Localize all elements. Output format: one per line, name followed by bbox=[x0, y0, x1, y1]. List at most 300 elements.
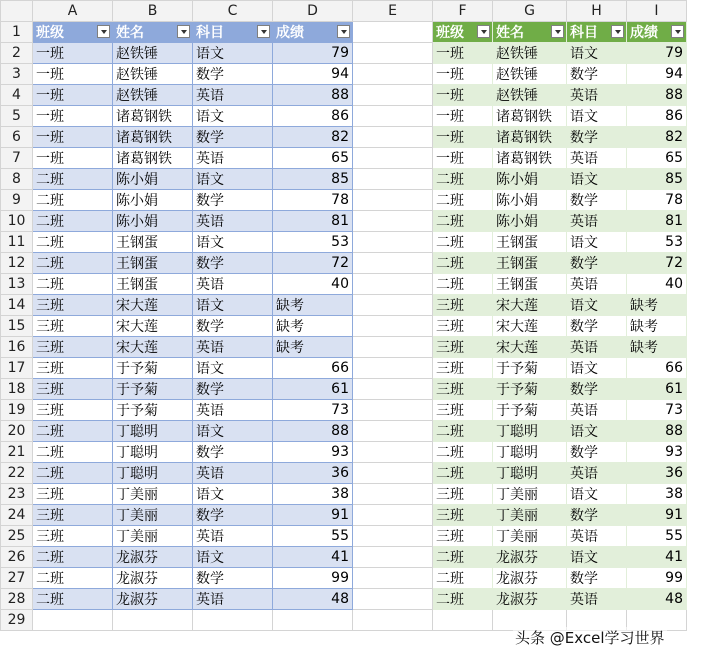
empty-cell[interactable] bbox=[353, 148, 433, 169]
left-table-cell[interactable] bbox=[193, 127, 273, 148]
left-table-cell[interactable] bbox=[33, 169, 113, 190]
right-table-cell[interactable] bbox=[433, 253, 493, 274]
left-table-cell[interactable] bbox=[193, 526, 273, 547]
column-header-D[interactable]: D bbox=[273, 1, 353, 22]
row-header-10[interactable]: 10 bbox=[1, 211, 33, 232]
filter-dropdown-icon[interactable] bbox=[671, 25, 684, 38]
left-table-cell[interactable] bbox=[33, 190, 113, 211]
left-table-cell[interactable] bbox=[113, 505, 193, 526]
left-table-cell[interactable] bbox=[273, 379, 353, 400]
empty-cell[interactable] bbox=[353, 211, 433, 232]
left-table-cell[interactable] bbox=[33, 337, 113, 358]
empty-cell[interactable] bbox=[193, 610, 273, 631]
right-table-cell[interactable] bbox=[627, 148, 687, 169]
left-table-cell[interactable] bbox=[33, 442, 113, 463]
left-table-cell[interactable] bbox=[273, 484, 353, 505]
right-table-cell[interactable] bbox=[433, 379, 493, 400]
left-table-cell[interactable] bbox=[113, 568, 193, 589]
right-table-cell[interactable] bbox=[567, 421, 627, 442]
right-table-cell[interactable] bbox=[567, 253, 627, 274]
right-table-cell[interactable] bbox=[627, 190, 687, 211]
left-table-cell[interactable] bbox=[33, 85, 113, 106]
left-table-cell[interactable] bbox=[33, 316, 113, 337]
empty-cell[interactable] bbox=[353, 484, 433, 505]
right-table-cell[interactable] bbox=[567, 526, 627, 547]
right-table-cell[interactable] bbox=[567, 232, 627, 253]
left-table-cell[interactable] bbox=[113, 127, 193, 148]
right-table-header-cell[interactable] bbox=[627, 22, 687, 43]
left-table-cell[interactable] bbox=[33, 43, 113, 64]
left-table-cell[interactable] bbox=[113, 148, 193, 169]
left-table-cell[interactable] bbox=[113, 211, 193, 232]
row-header-24[interactable]: 24 bbox=[1, 505, 33, 526]
empty-cell[interactable] bbox=[353, 64, 433, 85]
left-table-header-cell[interactable] bbox=[33, 22, 113, 43]
right-table-cell[interactable] bbox=[627, 589, 687, 610]
filter-dropdown-icon[interactable] bbox=[97, 25, 110, 38]
left-table-cell[interactable] bbox=[273, 463, 353, 484]
right-table-cell[interactable] bbox=[433, 148, 493, 169]
empty-cell[interactable] bbox=[353, 568, 433, 589]
right-table-cell[interactable] bbox=[567, 211, 627, 232]
empty-cell[interactable] bbox=[353, 316, 433, 337]
right-table-cell[interactable] bbox=[433, 127, 493, 148]
left-table-cell[interactable] bbox=[33, 484, 113, 505]
left-table-cell[interactable] bbox=[193, 358, 273, 379]
right-table-cell[interactable] bbox=[567, 547, 627, 568]
right-table-cell[interactable] bbox=[493, 505, 567, 526]
row-header-6[interactable]: 6 bbox=[1, 127, 33, 148]
row-header-20[interactable]: 20 bbox=[1, 421, 33, 442]
left-table-cell[interactable] bbox=[193, 337, 273, 358]
right-table-cell[interactable] bbox=[567, 400, 627, 421]
row-header-29[interactable]: 29 bbox=[1, 610, 33, 631]
empty-cell[interactable] bbox=[353, 43, 433, 64]
right-table-cell[interactable] bbox=[567, 337, 627, 358]
empty-cell[interactable] bbox=[353, 22, 433, 43]
right-table-cell[interactable] bbox=[627, 295, 687, 316]
filter-dropdown-icon[interactable] bbox=[551, 25, 564, 38]
left-table-cell[interactable] bbox=[113, 316, 193, 337]
right-table-cell[interactable] bbox=[627, 232, 687, 253]
row-header-1[interactable]: 1 bbox=[1, 22, 33, 43]
row-header-15[interactable]: 15 bbox=[1, 316, 33, 337]
right-table-cell[interactable] bbox=[433, 442, 493, 463]
right-table-cell[interactable] bbox=[567, 484, 627, 505]
column-header-H[interactable]: H bbox=[567, 1, 627, 22]
left-table-cell[interactable] bbox=[113, 169, 193, 190]
left-table-cell[interactable] bbox=[273, 526, 353, 547]
right-table-cell[interactable] bbox=[567, 190, 627, 211]
right-table-cell[interactable] bbox=[433, 526, 493, 547]
left-table-cell[interactable] bbox=[33, 274, 113, 295]
left-table-cell[interactable] bbox=[113, 274, 193, 295]
left-table-cell[interactable] bbox=[113, 421, 193, 442]
left-table-cell[interactable] bbox=[113, 295, 193, 316]
right-table-cell[interactable] bbox=[433, 106, 493, 127]
right-table-cell[interactable] bbox=[433, 463, 493, 484]
row-header-18[interactable]: 18 bbox=[1, 379, 33, 400]
right-table-cell[interactable] bbox=[627, 106, 687, 127]
row-header-2[interactable]: 2 bbox=[1, 43, 33, 64]
right-table-cell[interactable] bbox=[433, 358, 493, 379]
right-table-cell[interactable] bbox=[567, 379, 627, 400]
empty-cell[interactable] bbox=[353, 106, 433, 127]
empty-cell[interactable] bbox=[353, 190, 433, 211]
right-table-cell[interactable] bbox=[433, 64, 493, 85]
right-table-cell[interactable] bbox=[627, 127, 687, 148]
left-table-cell[interactable] bbox=[193, 547, 273, 568]
left-table-cell[interactable] bbox=[193, 568, 273, 589]
empty-cell[interactable] bbox=[353, 610, 433, 631]
column-header-A[interactable]: A bbox=[33, 1, 113, 22]
left-table-cell[interactable] bbox=[273, 85, 353, 106]
left-table-cell[interactable] bbox=[33, 106, 113, 127]
right-table-cell[interactable] bbox=[433, 190, 493, 211]
left-table-cell[interactable] bbox=[193, 463, 273, 484]
left-table-cell[interactable] bbox=[273, 232, 353, 253]
column-header-G[interactable]: G bbox=[493, 1, 567, 22]
left-table-cell[interactable] bbox=[193, 106, 273, 127]
right-table-cell[interactable] bbox=[493, 400, 567, 421]
left-table-cell[interactable] bbox=[273, 442, 353, 463]
right-table-cell[interactable] bbox=[433, 547, 493, 568]
row-header-26[interactable]: 26 bbox=[1, 547, 33, 568]
right-table-cell[interactable] bbox=[493, 190, 567, 211]
left-table-cell[interactable] bbox=[33, 295, 113, 316]
row-header-9[interactable]: 9 bbox=[1, 190, 33, 211]
left-table-cell[interactable] bbox=[193, 589, 273, 610]
right-table-cell[interactable] bbox=[567, 568, 627, 589]
right-table-cell[interactable] bbox=[493, 379, 567, 400]
right-table-cell[interactable] bbox=[627, 64, 687, 85]
right-table-cell[interactable] bbox=[433, 295, 493, 316]
left-table-cell[interactable] bbox=[193, 232, 273, 253]
left-table-cell[interactable] bbox=[113, 106, 193, 127]
right-table-cell[interactable] bbox=[567, 505, 627, 526]
left-table-cell[interactable] bbox=[193, 442, 273, 463]
left-table-cell[interactable] bbox=[33, 400, 113, 421]
left-table-header-cell[interactable] bbox=[273, 22, 353, 43]
right-table-header-cell[interactable] bbox=[567, 22, 627, 43]
row-header-7[interactable]: 7 bbox=[1, 148, 33, 169]
right-table-cell[interactable] bbox=[493, 568, 567, 589]
left-table-cell[interactable] bbox=[113, 547, 193, 568]
right-table-cell[interactable] bbox=[567, 85, 627, 106]
left-table-cell[interactable] bbox=[273, 190, 353, 211]
left-table-cell[interactable] bbox=[193, 85, 273, 106]
right-table-cell[interactable] bbox=[493, 337, 567, 358]
left-table-cell[interactable] bbox=[273, 568, 353, 589]
left-table-cell[interactable] bbox=[273, 337, 353, 358]
right-table-cell[interactable] bbox=[433, 337, 493, 358]
right-table-header-cell[interactable] bbox=[433, 22, 493, 43]
left-table-cell[interactable] bbox=[273, 295, 353, 316]
left-table-cell[interactable] bbox=[273, 106, 353, 127]
right-table-cell[interactable] bbox=[627, 547, 687, 568]
row-header-28[interactable]: 28 bbox=[1, 589, 33, 610]
right-table-cell[interactable] bbox=[493, 85, 567, 106]
right-table-cell[interactable] bbox=[567, 295, 627, 316]
left-table-cell[interactable] bbox=[113, 232, 193, 253]
right-table-cell[interactable] bbox=[433, 169, 493, 190]
left-table-cell[interactable] bbox=[273, 274, 353, 295]
right-table-cell[interactable] bbox=[493, 274, 567, 295]
left-table-cell[interactable] bbox=[33, 547, 113, 568]
left-table-cell[interactable] bbox=[273, 211, 353, 232]
left-table-cell[interactable] bbox=[33, 463, 113, 484]
right-table-cell[interactable] bbox=[567, 127, 627, 148]
left-table-cell[interactable] bbox=[33, 127, 113, 148]
right-table-cell[interactable] bbox=[493, 148, 567, 169]
right-table-header-cell[interactable] bbox=[493, 22, 567, 43]
left-table-cell[interactable] bbox=[33, 505, 113, 526]
right-table-cell[interactable] bbox=[433, 316, 493, 337]
right-table-cell[interactable] bbox=[567, 43, 627, 64]
right-table-cell[interactable] bbox=[567, 148, 627, 169]
filter-dropdown-icon[interactable] bbox=[611, 25, 624, 38]
left-table-cell[interactable] bbox=[193, 484, 273, 505]
left-table-cell[interactable] bbox=[33, 253, 113, 274]
left-table-cell[interactable] bbox=[273, 43, 353, 64]
empty-cell[interactable] bbox=[353, 85, 433, 106]
right-table-cell[interactable] bbox=[433, 568, 493, 589]
row-header-16[interactable]: 16 bbox=[1, 337, 33, 358]
right-table-cell[interactable] bbox=[433, 484, 493, 505]
right-table-cell[interactable] bbox=[627, 526, 687, 547]
empty-cell[interactable] bbox=[353, 358, 433, 379]
right-table-cell[interactable] bbox=[567, 106, 627, 127]
row-header-21[interactable]: 21 bbox=[1, 442, 33, 463]
right-table-cell[interactable] bbox=[433, 43, 493, 64]
left-table-header-cell[interactable] bbox=[193, 22, 273, 43]
left-table-cell[interactable] bbox=[273, 169, 353, 190]
right-table-cell[interactable] bbox=[433, 211, 493, 232]
right-table-cell[interactable] bbox=[493, 589, 567, 610]
empty-cell[interactable] bbox=[353, 274, 433, 295]
right-table-cell[interactable] bbox=[627, 484, 687, 505]
left-table-cell[interactable] bbox=[33, 421, 113, 442]
right-table-cell[interactable] bbox=[493, 463, 567, 484]
left-table-cell[interactable] bbox=[273, 505, 353, 526]
empty-cell[interactable] bbox=[273, 610, 353, 631]
right-table-cell[interactable] bbox=[433, 232, 493, 253]
left-table-cell[interactable] bbox=[273, 358, 353, 379]
left-table-cell[interactable] bbox=[113, 463, 193, 484]
column-header-E[interactable]: E bbox=[353, 1, 433, 22]
row-header-8[interactable]: 8 bbox=[1, 169, 33, 190]
left-table-cell[interactable] bbox=[193, 421, 273, 442]
left-table-cell[interactable] bbox=[113, 85, 193, 106]
left-table-cell[interactable] bbox=[193, 64, 273, 85]
left-table-cell[interactable] bbox=[273, 589, 353, 610]
right-table-cell[interactable] bbox=[627, 379, 687, 400]
empty-cell[interactable] bbox=[353, 505, 433, 526]
empty-cell[interactable] bbox=[353, 127, 433, 148]
right-table-cell[interactable] bbox=[493, 547, 567, 568]
left-table-cell[interactable] bbox=[273, 421, 353, 442]
right-table-cell[interactable] bbox=[493, 64, 567, 85]
left-table-cell[interactable] bbox=[273, 148, 353, 169]
left-table-cell[interactable] bbox=[273, 253, 353, 274]
right-table-cell[interactable] bbox=[433, 400, 493, 421]
left-table-cell[interactable] bbox=[33, 358, 113, 379]
right-table-cell[interactable] bbox=[433, 274, 493, 295]
empty-cell[interactable] bbox=[353, 232, 433, 253]
left-table-cell[interactable] bbox=[273, 64, 353, 85]
column-header-C[interactable]: C bbox=[193, 1, 273, 22]
right-table-cell[interactable] bbox=[627, 211, 687, 232]
right-table-cell[interactable] bbox=[493, 358, 567, 379]
right-table-cell[interactable] bbox=[567, 169, 627, 190]
right-table-cell[interactable] bbox=[493, 169, 567, 190]
left-table-cell[interactable] bbox=[193, 379, 273, 400]
empty-cell[interactable] bbox=[113, 610, 193, 631]
right-table-cell[interactable] bbox=[627, 463, 687, 484]
filter-dropdown-icon[interactable] bbox=[257, 25, 270, 38]
left-table-cell[interactable] bbox=[113, 43, 193, 64]
empty-cell[interactable] bbox=[353, 253, 433, 274]
right-table-cell[interactable] bbox=[627, 337, 687, 358]
left-table-cell[interactable] bbox=[33, 211, 113, 232]
left-table-cell[interactable] bbox=[113, 379, 193, 400]
left-table-cell[interactable] bbox=[113, 337, 193, 358]
left-table-cell[interactable] bbox=[113, 589, 193, 610]
left-table-cell[interactable] bbox=[33, 64, 113, 85]
left-table-cell[interactable] bbox=[113, 190, 193, 211]
right-table-cell[interactable] bbox=[627, 169, 687, 190]
row-header-14[interactable]: 14 bbox=[1, 295, 33, 316]
filter-dropdown-icon[interactable] bbox=[337, 25, 350, 38]
right-table-cell[interactable] bbox=[433, 505, 493, 526]
filter-dropdown-icon[interactable] bbox=[477, 25, 490, 38]
left-table-cell[interactable] bbox=[193, 211, 273, 232]
right-table-cell[interactable] bbox=[493, 421, 567, 442]
left-table-cell[interactable] bbox=[193, 43, 273, 64]
right-table-cell[interactable] bbox=[493, 127, 567, 148]
row-header-3[interactable]: 3 bbox=[1, 64, 33, 85]
left-table-cell[interactable] bbox=[193, 400, 273, 421]
empty-cell[interactable] bbox=[353, 169, 433, 190]
empty-cell[interactable] bbox=[353, 400, 433, 421]
left-table-cell[interactable] bbox=[113, 358, 193, 379]
empty-cell[interactable] bbox=[353, 337, 433, 358]
right-table-cell[interactable] bbox=[493, 106, 567, 127]
row-header-11[interactable]: 11 bbox=[1, 232, 33, 253]
right-table-cell[interactable] bbox=[567, 316, 627, 337]
row-header-4[interactable]: 4 bbox=[1, 85, 33, 106]
row-header-12[interactable]: 12 bbox=[1, 253, 33, 274]
left-table-cell[interactable] bbox=[113, 64, 193, 85]
left-table-header-cell[interactable] bbox=[113, 22, 193, 43]
column-header-I[interactable]: I bbox=[627, 1, 687, 22]
row-header-19[interactable]: 19 bbox=[1, 400, 33, 421]
right-table-cell[interactable] bbox=[627, 274, 687, 295]
right-table-cell[interactable] bbox=[493, 526, 567, 547]
left-table-cell[interactable] bbox=[33, 589, 113, 610]
right-table-cell[interactable] bbox=[493, 211, 567, 232]
left-table-cell[interactable] bbox=[113, 253, 193, 274]
right-table-cell[interactable] bbox=[627, 358, 687, 379]
row-header-25[interactable]: 25 bbox=[1, 526, 33, 547]
row-header-13[interactable]: 13 bbox=[1, 274, 33, 295]
left-table-cell[interactable] bbox=[193, 148, 273, 169]
column-header-B[interactable]: B bbox=[113, 1, 193, 22]
left-table-cell[interactable] bbox=[273, 400, 353, 421]
right-table-cell[interactable] bbox=[433, 589, 493, 610]
right-table-cell[interactable] bbox=[627, 253, 687, 274]
left-table-cell[interactable] bbox=[33, 379, 113, 400]
right-table-cell[interactable] bbox=[433, 85, 493, 106]
right-table-cell[interactable] bbox=[627, 568, 687, 589]
row-header-17[interactable]: 17 bbox=[1, 358, 33, 379]
row-header-23[interactable]: 23 bbox=[1, 484, 33, 505]
left-table-cell[interactable] bbox=[33, 148, 113, 169]
left-table-cell[interactable] bbox=[193, 253, 273, 274]
right-table-cell[interactable] bbox=[493, 484, 567, 505]
right-table-cell[interactable] bbox=[567, 442, 627, 463]
right-table-cell[interactable] bbox=[493, 442, 567, 463]
right-table-cell[interactable] bbox=[627, 421, 687, 442]
empty-cell[interactable] bbox=[33, 610, 113, 631]
empty-cell[interactable] bbox=[353, 463, 433, 484]
left-table-cell[interactable] bbox=[113, 400, 193, 421]
right-table-cell[interactable] bbox=[493, 316, 567, 337]
column-header-F[interactable]: F bbox=[433, 1, 493, 22]
left-table-cell[interactable] bbox=[193, 295, 273, 316]
right-table-cell[interactable] bbox=[627, 316, 687, 337]
row-header-22[interactable]: 22 bbox=[1, 463, 33, 484]
left-table-cell[interactable] bbox=[273, 127, 353, 148]
right-table-cell[interactable] bbox=[493, 43, 567, 64]
select-all-corner[interactable] bbox=[1, 1, 33, 22]
left-table-cell[interactable] bbox=[113, 442, 193, 463]
right-table-cell[interactable] bbox=[567, 64, 627, 85]
left-table-cell[interactable] bbox=[33, 526, 113, 547]
empty-cell[interactable] bbox=[353, 526, 433, 547]
right-table-cell[interactable] bbox=[493, 295, 567, 316]
row-header-27[interactable]: 27 bbox=[1, 568, 33, 589]
empty-cell[interactable] bbox=[353, 295, 433, 316]
right-table-cell[interactable] bbox=[627, 400, 687, 421]
right-table-cell[interactable] bbox=[627, 442, 687, 463]
left-table-cell[interactable] bbox=[193, 316, 273, 337]
right-table-cell[interactable] bbox=[567, 274, 627, 295]
right-table-cell[interactable] bbox=[567, 589, 627, 610]
empty-cell[interactable] bbox=[353, 379, 433, 400]
left-table-cell[interactable] bbox=[273, 547, 353, 568]
filter-dropdown-icon[interactable] bbox=[177, 25, 190, 38]
left-table-cell[interactable] bbox=[273, 316, 353, 337]
empty-cell[interactable] bbox=[353, 421, 433, 442]
left-table-cell[interactable] bbox=[193, 274, 273, 295]
right-table-cell[interactable] bbox=[627, 85, 687, 106]
left-table-cell[interactable] bbox=[33, 232, 113, 253]
right-table-cell[interactable] bbox=[567, 463, 627, 484]
empty-cell[interactable] bbox=[353, 442, 433, 463]
right-table-cell[interactable] bbox=[627, 505, 687, 526]
left-table-cell[interactable] bbox=[33, 568, 113, 589]
right-table-cell[interactable] bbox=[493, 232, 567, 253]
empty-cell[interactable] bbox=[353, 589, 433, 610]
right-table-cell[interactable] bbox=[493, 253, 567, 274]
left-table-cell[interactable] bbox=[113, 484, 193, 505]
left-table-cell[interactable] bbox=[113, 526, 193, 547]
empty-cell[interactable] bbox=[433, 610, 493, 631]
empty-cell[interactable] bbox=[353, 547, 433, 568]
right-table-cell[interactable] bbox=[627, 43, 687, 64]
row-header-5[interactable]: 5 bbox=[1, 106, 33, 127]
